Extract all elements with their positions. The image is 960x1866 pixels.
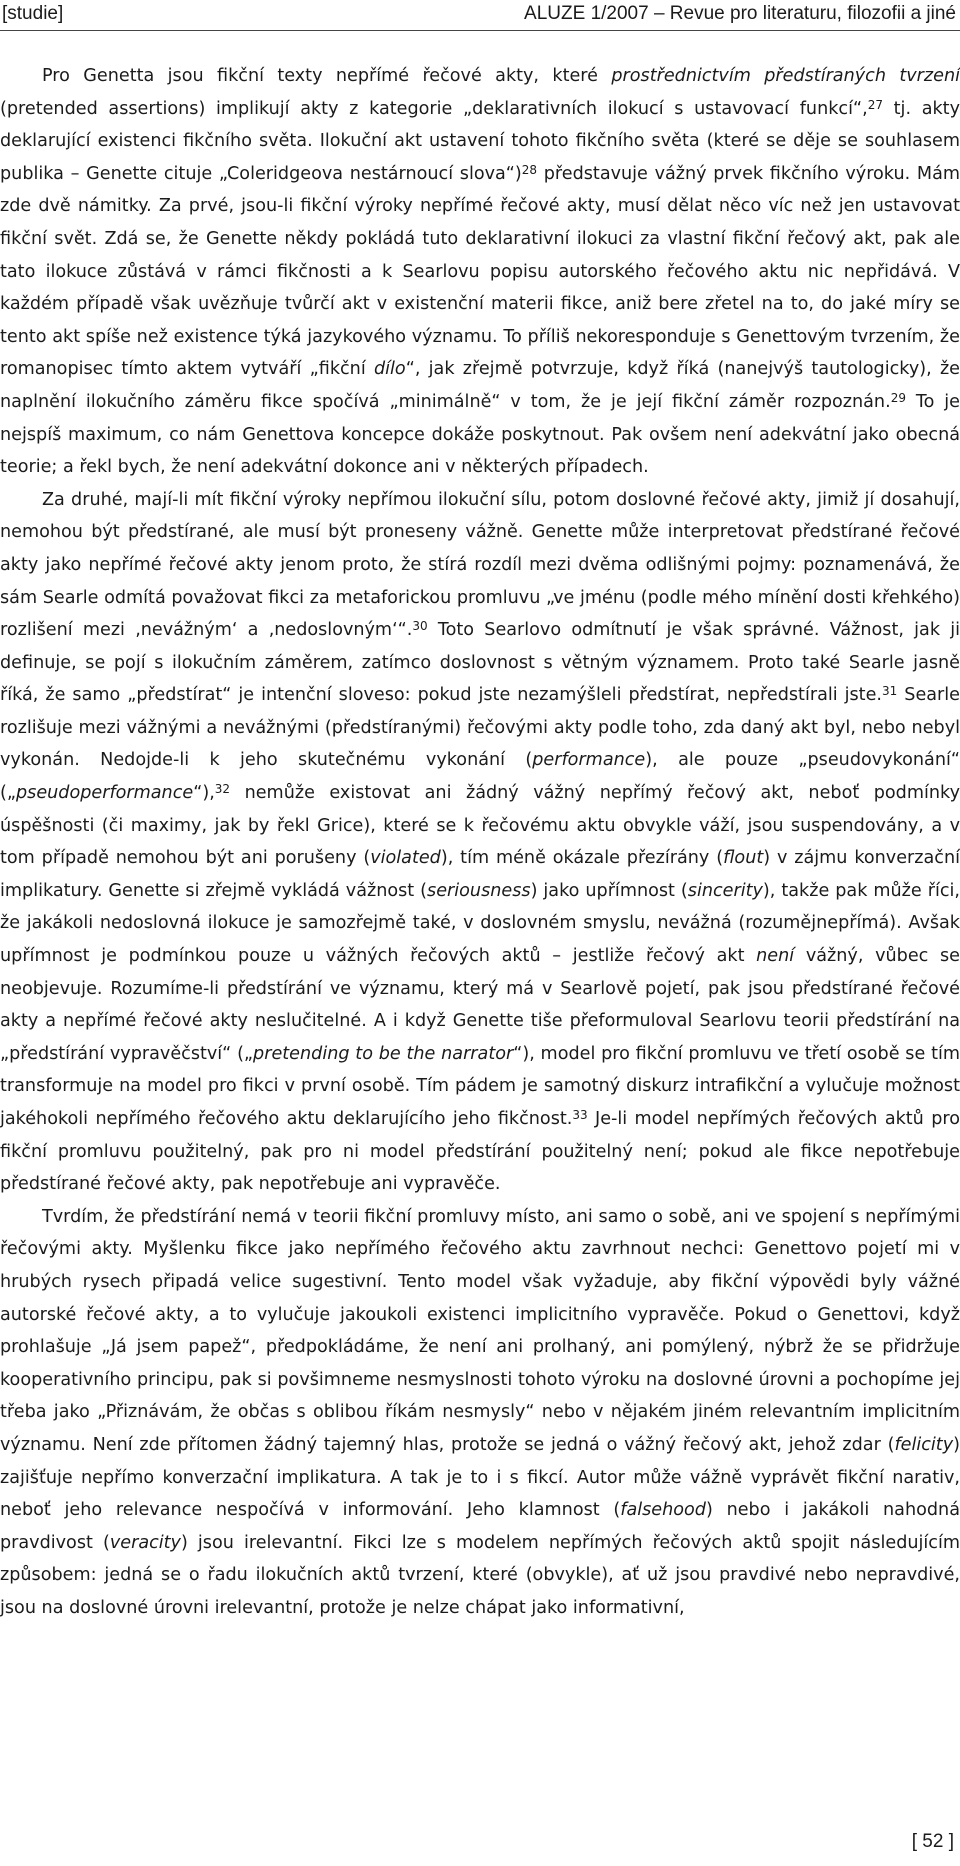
article-body (0, 60, 960, 1625)
footnote-ref-29[interactable]: 29 (890, 390, 906, 405)
journal-title: ALUZE 1/2007 – Revue pro literaturu, filozofii a jiné (524, 3, 956, 24)
page-number: [ 52 ] (911, 1831, 954, 1852)
running-header (0, 0, 960, 31)
footnote-ref-33[interactable]: 33 (572, 1108, 588, 1122)
footnote-ref-28[interactable]: 28 (521, 162, 538, 177)
footnote-ref-31[interactable]: 31 (882, 684, 898, 699)
paragraph-2: Za druhé, mají-li mít fikční výroky nepřímou ilokuční sílu, potom doslovné řečové akty, jimiž jí dosahují, nemohou být předstírané, ale musí být proneseny vážně. Genette může interpretovat předstírané řečové akty jako nepřímé řečové akty jenom proto, že stírá rozdíl mezi dvěma odlišnými pojmy: poznamenává, že sám Searle odmítá považovat fikci za metaforickou promluvu „ve jménu (podle mého mínění dosti křehkého) rozlišení mezi ‚nevážným‘ a ‚nedoslovným‘“.$^{30}$ Toto Searlovo odmítnutí je však správné. Vážnost, jak ji definuje, se pojí s ilokučním záměrem, zatímco doslovnost s větným významem. Proto také Searle jasně říká, že samo „předstírat“ je intenční sloveso: pokud jste nezamýšleli předstírat, nepředstírali jste.$^{31}$ Searle rozlišuje mezi vážnými a nevážnými (předstíranými) řečovými akty podle toho, zda daný akt byl, nebo nebyl vykonán. Nedojde-li k jeho skutečnému vykonání (performance), ale pouze „pseudovykonání“ („pseudoperformance“),$^{32}$ nemůže existovat ani žádný vážný nepřímý řečový akt, neboť podmínky úspěšnosti (či maximy, jak by řekl Grice), které se k řečovému aktu obvykle váží, jsou suspendovány, a v tom případě nemohou být ani porušeny (violated), tím méně okázale přezírány (flout) v zájmu konverzační implikatury. Genette si zřejmě vykládá vážnost (seriousness) jako upřímnost (sincerity), takže pak může říci, že jakákoli nedoslovná ilokuce je samozřejmě také, v doslovném smyslu, nevážná (rozumějnepřímá). Avšak upřímnost je podmínkou pouze u vážných řečových aktů – jestliže řečový akt není vážný, vůbec se neobjevuje. Rozumíme-li předstírání ve významu, který má v Searlově pojetí, pak jsou předstírané řečové akty a nepřímé řečové akty neslučitelné. A i když Genette tiše přeformuloval Searlovu teorii předstírání na „předstírání vypravěčství“ („pretending to be the narrator“), model pro fikční promluvu ve třetí osobě se tím transformuje na model pro fikci v první osobě. Tím pádem je samotný diskurz intrafikční a vylučuje možnost jakéhokoli nepřímého řečového aktu deklarujícího jeho fikčnost.$^{33}$ Je-li model nepřímých řečových aktů pro fikční promluvu použitelný, pak pro ni model předstírání použitelný není; pokud ale fikce nepotřebuje předstírané řečové akty, pak nepotřebuje ani vypravěče. (0, 489, 960, 1195)
footnote-ref-30[interactable]: 30 (412, 619, 428, 634)
paragraph-1: Pro Genetta jsou fikční texty nepřímé řečové akty, které prostřednictvím předstíraných tvrzení (pretended assertions) implikují akty z kategorie „deklarativních ilokucí s ustavovací funkcí“,$^{27}$ tj. akty deklarující existenci fikčního světa. Ilokuční akt ustavení tohoto fikčního světa (které se děje se souhlasem publika – Genette cituje „Coleridgeova nestárnoucí slova“)$^{28}$ představuje vážný prvek fikčního výroku. Mám zde dvě námitky. Za prvé, jsou-li fikční výroky nepřímé řečové akty, musí dělat něco víc než jen ustavovat fikční svět. Zdá se, že Genette někdy pokládá tuto deklarativní ilokuci za vlastní fikční řečový akt, pak ale tato ilokuce zůstává v rámci fikčnosti a k Searlovu popisu autorského řečového aktu nic nepřidává. V každém případě však uvězňuje tvůrčí akt v existenční materii fikce, aniž bere zřetel na to, do jaké míry se tento akt spíše než existence týká jazykového významu. To příliš nekoresponduje s Genettovým tvrzením, že romanopisec tímto aktem vytváří „fikční dílo“, jak zřejmě potvrzuje, když říká (nanejvýš tautologicky), že naplnění ilokučního záměru fikce spočívá „minimálně“ v tom, že je její fikční záměr rozpoznán.$^{29}$ To je nejspíš maximum, co nám Genettova koncepce dokáže poskytnout. Pak ovšem není adekvátní jako obecná teorie; a řekl bych, že není adekvátní dokonce ani v některých případech. (0, 66, 960, 478)
section-label: [studie] (2, 3, 64, 24)
footnote-ref-27[interactable]: 27 (867, 97, 883, 112)
paragraph-3: Tvrdím, že předstírání nemá v teorii fikční promluvy místo, ani samo o sobě, ani ve spojení s nepřímými řečovými akty. Myšlenku fikce jako nepřímého řečového aktu zavrhnout nechci: Genettovo pojetí mi v hrubých rysech připadá velice sugestivní. Tento model však vyžaduje, aby fikční výpovědi byly vážné autorské řečové akty, a to vylučuje jakoukoli existenci implicitního vypravěče. Pokud o Genettovi, když prohlašuje „Já jsem papež“, předpokládáme, že není ani prolhaný, ani pomýlený, nýbrž že se přidržuje kooperativního principu, pak si povšimneme nesmyslnosti tohoto výroku na doslovné úrovni a pochopíme jej třeba jako „Přiznávám, že občas s oblibou říkám nesmysly“ nebo v nějakém jiném relevantním implicitním významu. Není zde přítomen žádný tajemný hlas, protože se jedná o vážný řečový akt, jehož zdar (felicity) zajišťuje nepřímo konverzační implikatura. A tak je to i s fikcí. Autor může vážně vyprávět fikční narativ, neboť jeho relevance nespočívá v informování. Jeho klamnost (falsehood) nebo i jakákoli nahodná pravdivost (veracity) jsou irelevantní. Fikci lze s modelem nepřímých řečových aktů spojit následujícím způsobem: jedná se o řadu ilokučních aktů tvrzení, které (obvykle), ať už jsou pravdivé nebo nepravdivé, jsou na doslovné úrovni irelevantní, protože je nelze chápat jako informativní, (0, 1206, 960, 1618)
footnote-ref-32[interactable]: 32 (214, 782, 231, 797)
